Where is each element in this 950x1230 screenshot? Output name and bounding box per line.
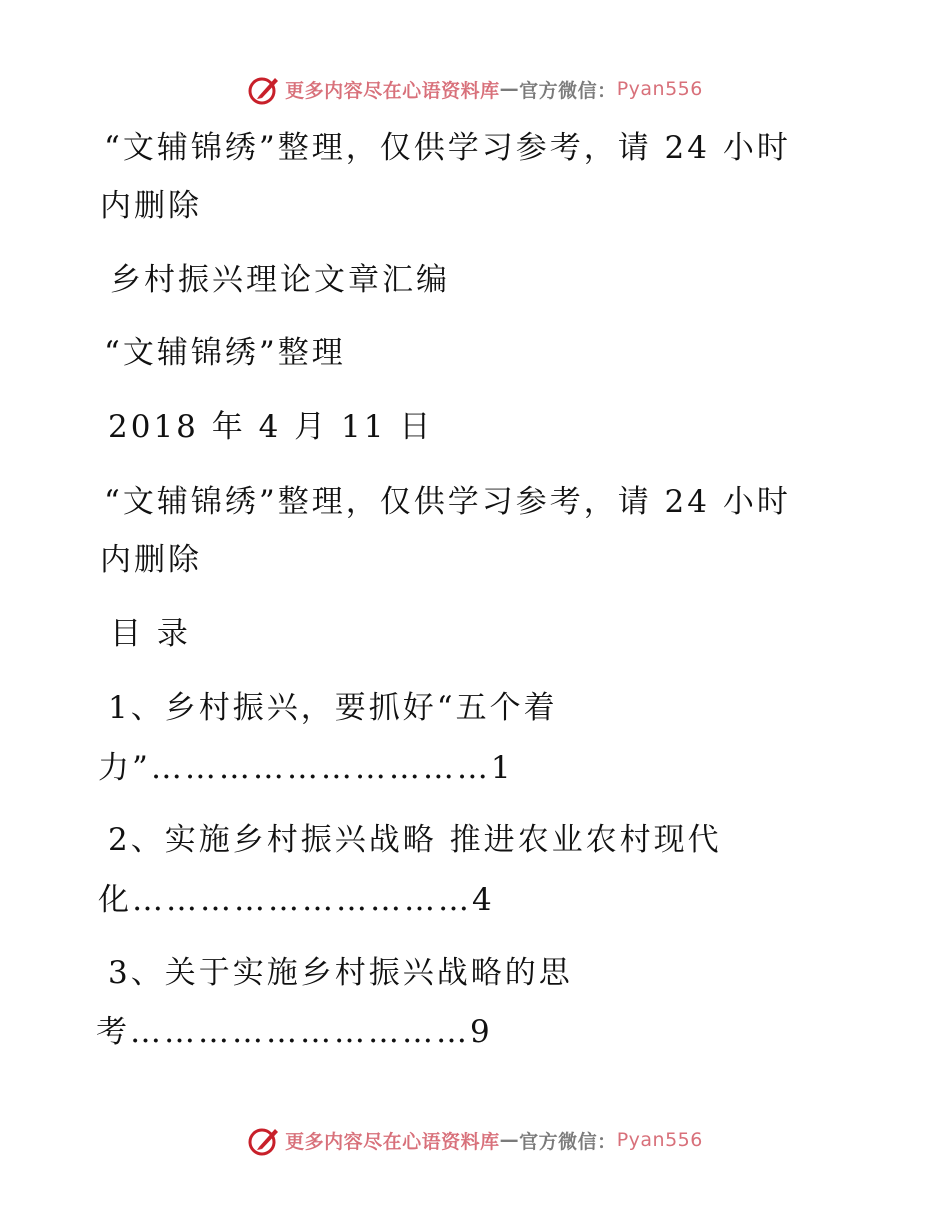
toc-entry-title: 3、关于实施乡村振兴战略的思 bbox=[108, 955, 573, 991]
toc-entry-page: 化…………………………4 bbox=[98, 882, 495, 918]
quill-logo-icon bbox=[247, 72, 281, 106]
toc-entry-title: 1、乡村振兴，要抓好“五个着 bbox=[108, 690, 558, 726]
notice-line-continued: 内删除 bbox=[100, 188, 202, 224]
watermark-id-text: Pyan556 bbox=[616, 1129, 703, 1151]
toc-entry-title: 2、实施乡村振兴战略 推进农业农村现代 bbox=[108, 822, 722, 858]
watermark-sub-text: 官方微信： bbox=[519, 79, 617, 102]
compiler-line: “文辅锦绣”整理 bbox=[104, 335, 346, 371]
watermark-id-text: Pyan556 bbox=[616, 78, 703, 100]
header-watermark bbox=[0, 72, 950, 106]
watermark-main-text: 更多内容尽在心语资料库 bbox=[285, 79, 500, 102]
document-title: 乡村振兴理论文章汇编 bbox=[110, 262, 450, 298]
toc-entry-page: 考…………………………9 bbox=[96, 1014, 493, 1050]
notice-line: “文辅锦绣”整理，仅供学习参考，请 24 小时 bbox=[104, 130, 791, 166]
toc-entry-page: 力”…………………………1 bbox=[98, 750, 514, 786]
notice-line-continued: 内删除 bbox=[100, 542, 202, 578]
quill-logo-icon bbox=[247, 1123, 281, 1157]
watermark-dash: — bbox=[499, 78, 520, 100]
toc-heading: 目 录 bbox=[110, 616, 191, 652]
watermark-sub-text: 官方微信： bbox=[519, 1130, 617, 1153]
watermark-dash: — bbox=[499, 1129, 520, 1151]
notice-line: “文辅锦绣”整理，仅供学习参考，请 24 小时 bbox=[104, 484, 791, 520]
footer-watermark bbox=[0, 1123, 950, 1157]
date-line: 2018 年 4 月 11 日 bbox=[108, 409, 434, 445]
watermark-main-text: 更多内容尽在心语资料库 bbox=[285, 1130, 500, 1153]
